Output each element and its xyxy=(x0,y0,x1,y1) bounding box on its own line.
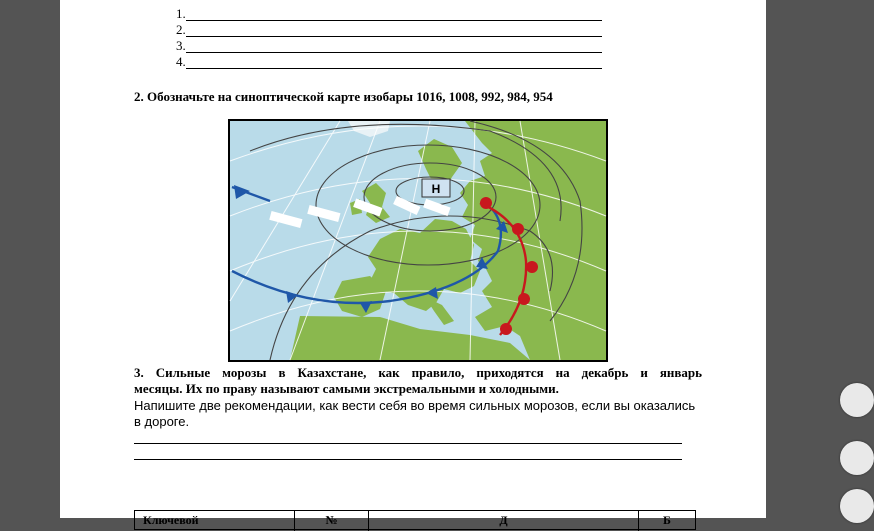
table-header-cell: Ключевой xyxy=(135,511,295,531)
table-header-cell: № xyxy=(295,511,369,531)
synoptic-map-image xyxy=(230,121,606,360)
answer-line-rule xyxy=(186,52,602,53)
write-line-1[interactable] xyxy=(134,443,682,444)
viewer-nav-button-2[interactable] xyxy=(840,441,874,475)
task3-line1: 3. Сильные морозы в Казахстане, как правило, приходятся на декабрь и январь xyxy=(134,365,702,380)
task3-instruction-line1: Напишите две рекомендации, как вести себя во время сильных морозов, если вы оказались xyxy=(134,398,696,413)
answer-line-number: 1. xyxy=(176,6,186,21)
task2-title: 2. Обозначьте на синоптической карте изобары 1016, 1008, 992, 984, 954 xyxy=(134,89,553,104)
answer-line-rule xyxy=(186,36,602,37)
viewer-nav-button-3[interactable] xyxy=(840,489,874,523)
answer-line-3[interactable] xyxy=(176,39,602,53)
table-header-cell: Д xyxy=(369,511,639,531)
answer-line-rule xyxy=(186,20,602,21)
pressure-center-label: Н xyxy=(431,182,441,196)
viewer-nav-button-1[interactable] xyxy=(840,383,874,417)
answer-line-4[interactable] xyxy=(176,55,602,69)
answer-line-2[interactable] xyxy=(176,23,602,37)
synoptic-map xyxy=(228,119,608,362)
answer-line-number: 4. xyxy=(176,54,186,69)
assessment-table xyxy=(134,510,696,530)
answer-line-number: 2. xyxy=(176,22,186,37)
answer-line-1[interactable] xyxy=(176,7,602,21)
answer-line-rule xyxy=(186,68,602,69)
task3-instruction-line2: в дороге. xyxy=(134,414,190,429)
task3-line2: месяцы. Их по праву называют самыми экстремальными и холодными. xyxy=(134,381,559,396)
write-line-2[interactable] xyxy=(134,459,682,460)
answer-line-number: 3. xyxy=(176,38,186,53)
document-page xyxy=(60,0,766,527)
table-header-cell: Б xyxy=(663,513,671,527)
